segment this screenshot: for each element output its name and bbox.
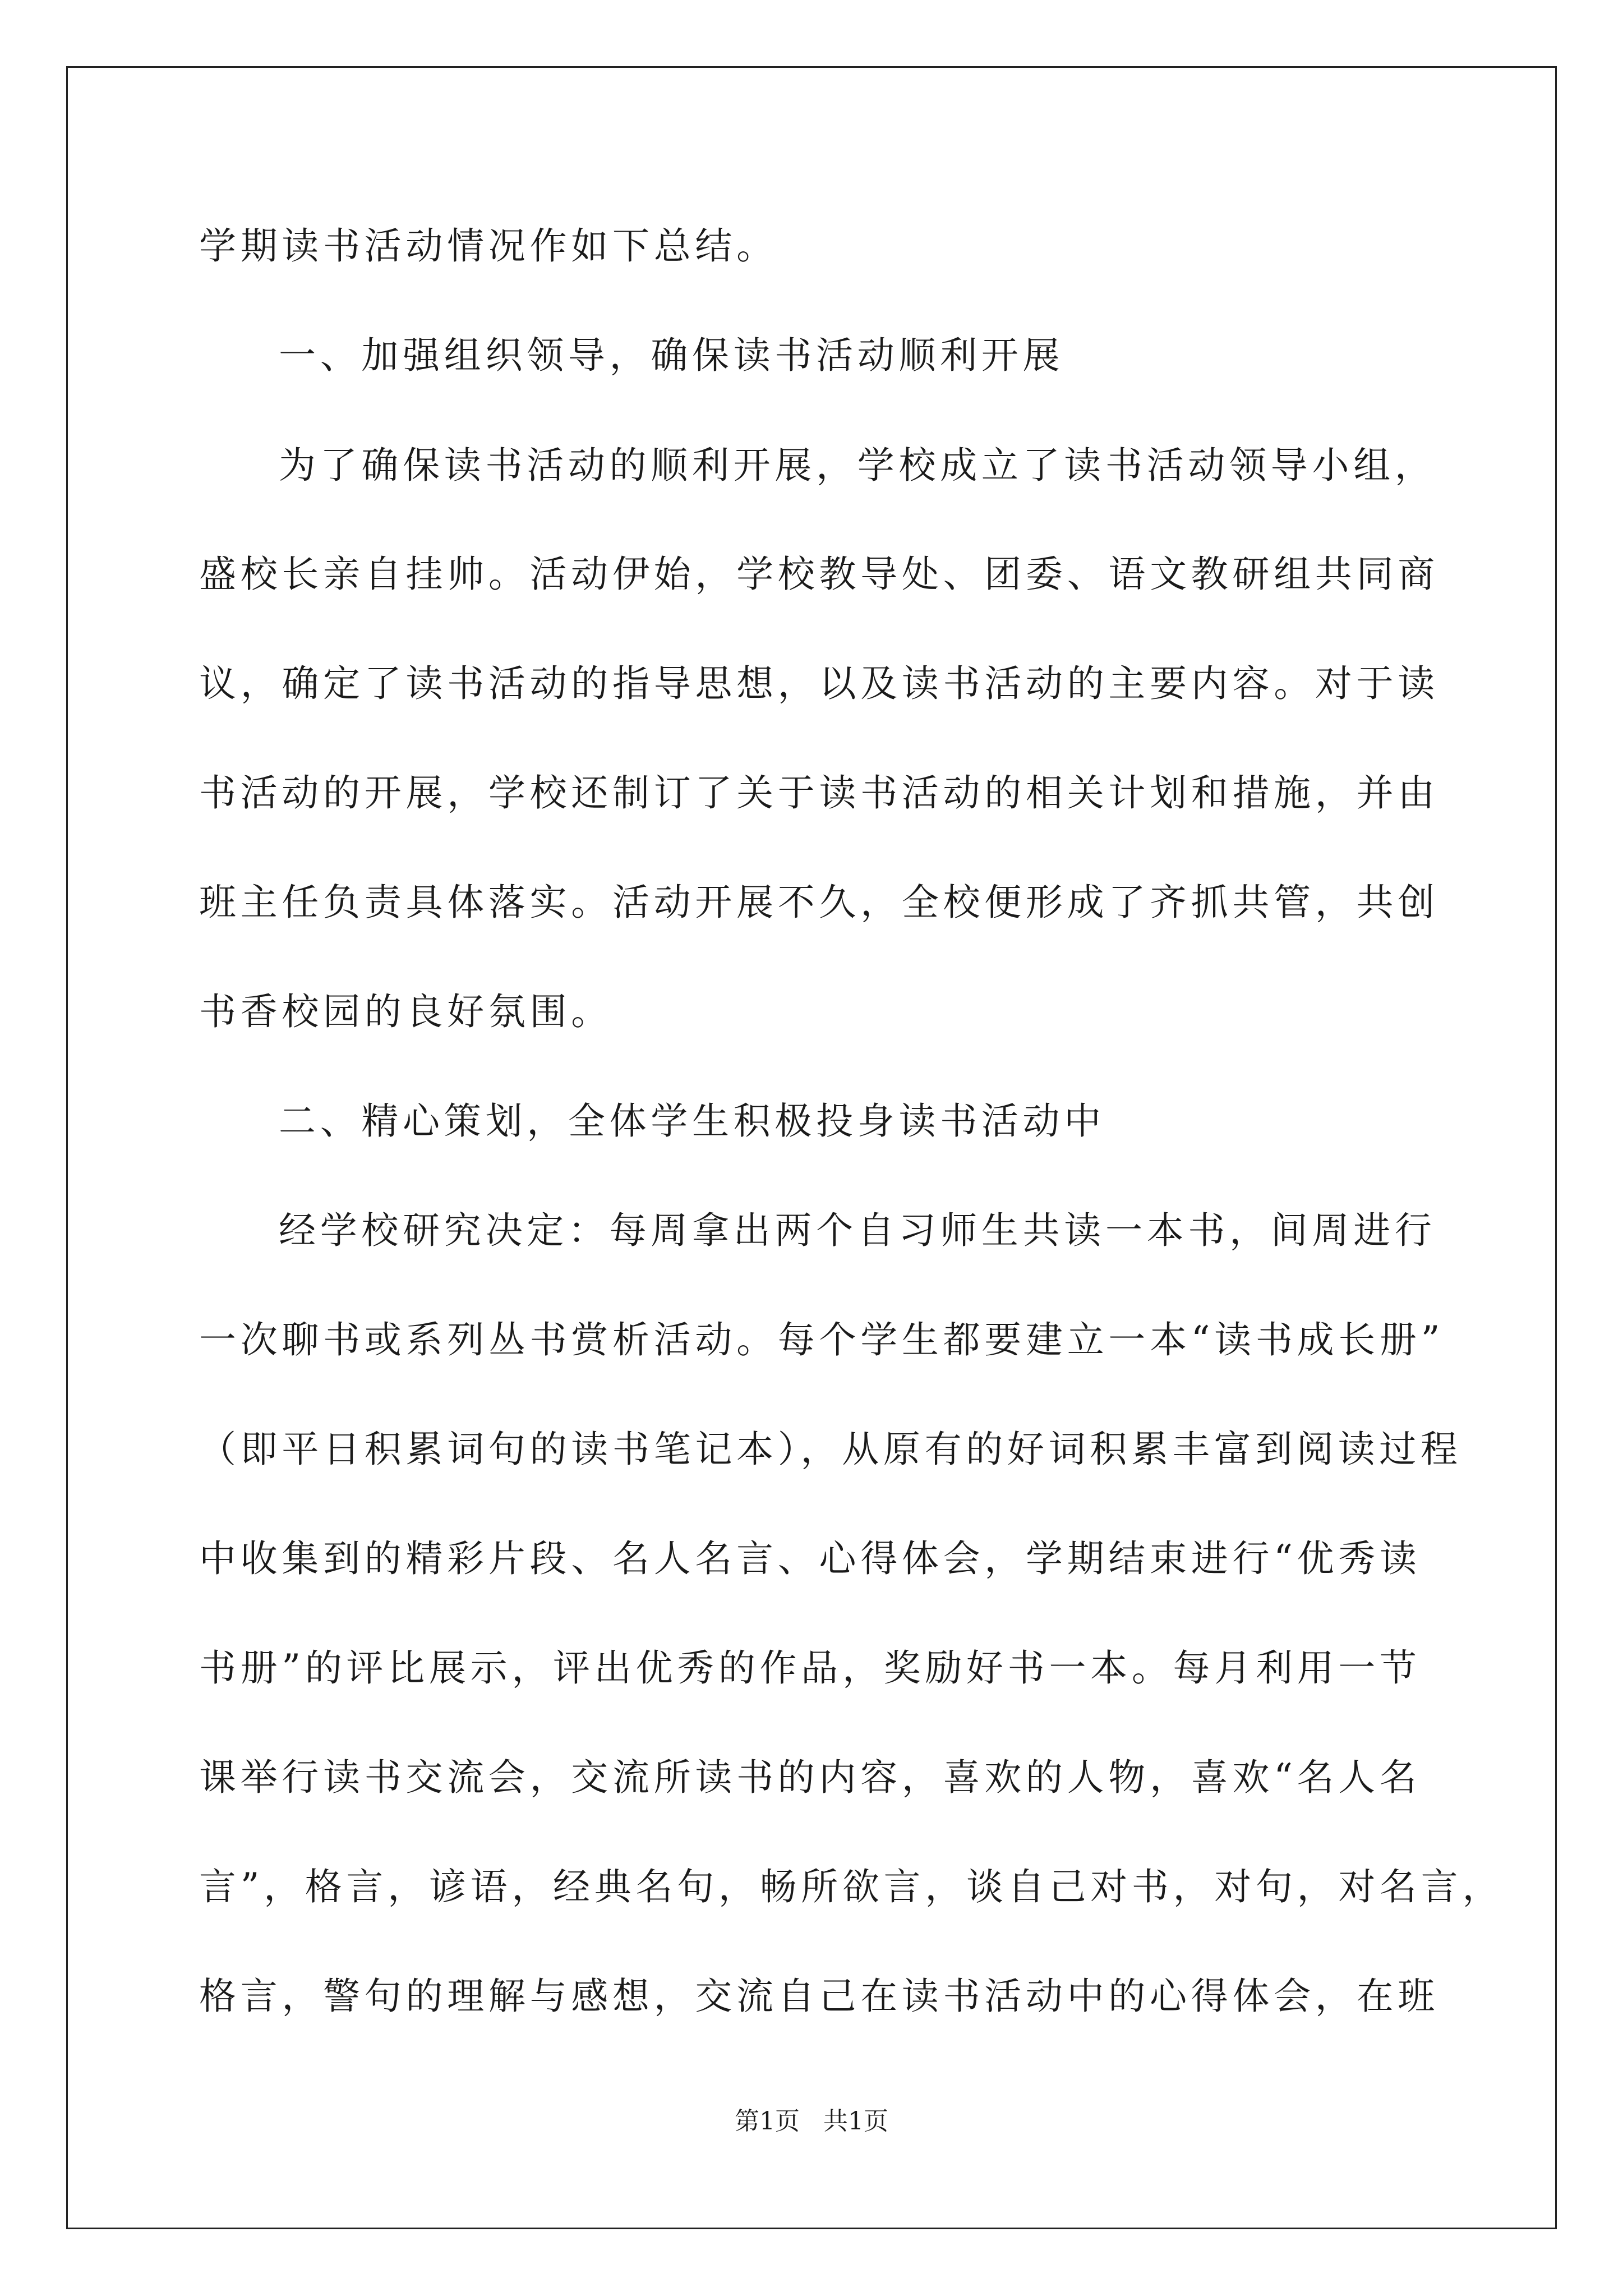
paragraph-2-line-6: 课举行读书交流会，交流所读书的内容，喜欢的人物，喜欢“名人名 xyxy=(199,1756,1421,1799)
paragraph-2-line-3: （即平日积累词句的读书笔记本），从原有的好词积累丰富到阅读过程 xyxy=(199,1428,1462,1471)
text-line-1: 学期读书活动情况作如下总结。 xyxy=(199,224,778,268)
paragraph-1-line-3: 议，确定了读书活动的指导思想，以及读书活动的主要内容。对于读 xyxy=(199,662,1439,705)
page-number-footer: 第1页 共1页 xyxy=(735,2107,888,2136)
paragraph-2-line-2: 一次聊书或系列丛书赏析活动。每个学生都要建立一本“读书成长册” xyxy=(199,1318,1445,1361)
paragraph-1-line-2: 盛校长亲自挂帅。活动伊始，学校教导处、团委、语文教研组共同商 xyxy=(199,553,1439,596)
paragraph-1-line-6: 书香校园的良好氛围。 xyxy=(199,990,612,1033)
section-heading-2: 二、精心策划，全体学生积极投身读书活动中 xyxy=(279,1099,1105,1143)
paragraph-1-line-5: 班主任负责具体落实。活动开展不久，全校便形成了齐抓共管，共创 xyxy=(199,881,1439,924)
paragraph-2-line-4: 中收集到的精彩片段、名人名言、心得体会，学期结束进行“优秀读 xyxy=(199,1537,1421,1580)
section-heading-1: 一、加强组织领导，确保读书活动顺利开展 xyxy=(279,334,1064,377)
paragraph-2-line-5: 书册”的评比展示，评出优秀的作品，奖励好书一本。每月利用一节 xyxy=(199,1646,1421,1690)
paragraph-2-line-1: 经学校研究决定：每周拿出两个自习师生共读一本书，间周进行 xyxy=(279,1209,1436,1252)
paragraph-1-line-1: 为了确保读书活动的顺利开展，学校成立了读书活动领导小组， xyxy=(279,444,1436,487)
paragraph-1-line-4: 书活动的开展，学校还制订了关于读书活动的相关计划和措施，并由 xyxy=(199,771,1439,815)
paragraph-2-line-7: 言”，格言，谚语，经典名句，畅所欲言，谈自己对书，对句，对名言， xyxy=(199,1865,1504,1908)
paragraph-2-line-8: 格言，警句的理解与感想，交流自己在读书活动中的心得体会，在班 xyxy=(199,1975,1439,2018)
